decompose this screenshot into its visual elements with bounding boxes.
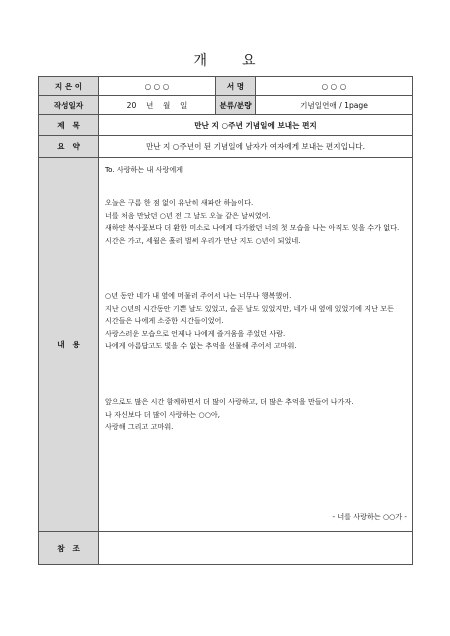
letter-signature: - 너를 사랑하는 ○○가 -	[332, 512, 407, 521]
overview-form-table	[38, 76, 413, 565]
title-row	[39, 115, 413, 136]
summary-label: 요 약	[39, 136, 99, 158]
author-label: 지 은 이	[39, 77, 99, 96]
summary-value: 만난 지 ○주년이 된 기념일에 남자가 여자에게 보내는 편지입니다.	[99, 136, 413, 158]
date-value: 20 년 월 일	[99, 96, 216, 115]
author-value: ○ ○ ○	[99, 77, 216, 96]
content-label: 내 용	[39, 158, 99, 532]
date-label: 작성일자	[39, 96, 99, 115]
letter-paragraph-2	[105, 290, 407, 353]
letter-paragraph-3	[105, 396, 407, 434]
letter-line: 지난 ○년의 시간동안 기쁜 날도 있었고, 슬픈 날도 있었지만, 네가 내 옆에 있었기에 지난 모든 시간들은 나에게 소중한 시간들이었어.	[105, 303, 394, 325]
signature-value: ○ ○ ○	[256, 77, 413, 96]
reference-label: 참 조	[39, 532, 99, 565]
reference-row	[39, 532, 413, 565]
author-row	[39, 77, 413, 96]
letter-line: 나 자신보다 더 많이 사랑하는 ○○아,	[105, 409, 220, 419]
letter-line: 오늘은 구름 한 점 없이 유난히 새파란 하늘이다.	[105, 198, 254, 207]
letter-paragraph-1	[105, 197, 407, 247]
category-value: 기념일연애 / 1page	[256, 96, 413, 115]
letter-line: 시간은 가고, 세월은 흘러 벌써 우리가 만난 지도 ○년이 되었네.	[105, 235, 301, 245]
title-label: 제 목	[39, 115, 99, 136]
signature-label: 서 명	[216, 77, 256, 96]
letter-greeting: To. 사랑하는 내 사랑에게	[105, 165, 184, 174]
document-title-char-1: 개	[193, 53, 208, 69]
letter-line: ○년 동안 네가 내 옆에 머물러 주어서 나는 너무나 행복했어.	[105, 291, 292, 300]
letter-line: 새하얀 복사꽃보다 더 환한 미소로 나에게 다가왔던 너의 첫 모습을 나는 아직도 잊을 수가 없다.	[105, 223, 400, 232]
letter-line: 앞으로도 많은 시간 함께하면서 더 많이 사랑하고, 더 많은 추억을 만들어 나가자.	[105, 397, 354, 406]
letter-body	[105, 158, 407, 531]
title-value: 만난 지 ○주년 기념일에 보내는 편지	[99, 115, 413, 136]
letter-line: 사랑해 그리고 고마워.	[105, 422, 174, 431]
letter-line: 너를 처음 만났던 ○년 전 그 날도 오늘 같은 날씨였어.	[105, 210, 271, 220]
content-row	[39, 158, 413, 532]
summary-row	[39, 136, 413, 158]
letter-line: 사랑스러운 모습으로 언제나 나에게 즐거움을 주었던 사람.	[105, 328, 286, 338]
letter-line: 나에게 아름답고도 빛을 수 없는 추억을 선물해 주어서 고마워.	[105, 341, 297, 350]
document-title	[0, 50, 450, 70]
document-title-char-2: 요	[242, 53, 257, 69]
date-row	[39, 96, 413, 115]
reference-value	[99, 532, 413, 565]
category-label: 분류/분량	[216, 96, 256, 115]
content-cell	[99, 158, 413, 532]
